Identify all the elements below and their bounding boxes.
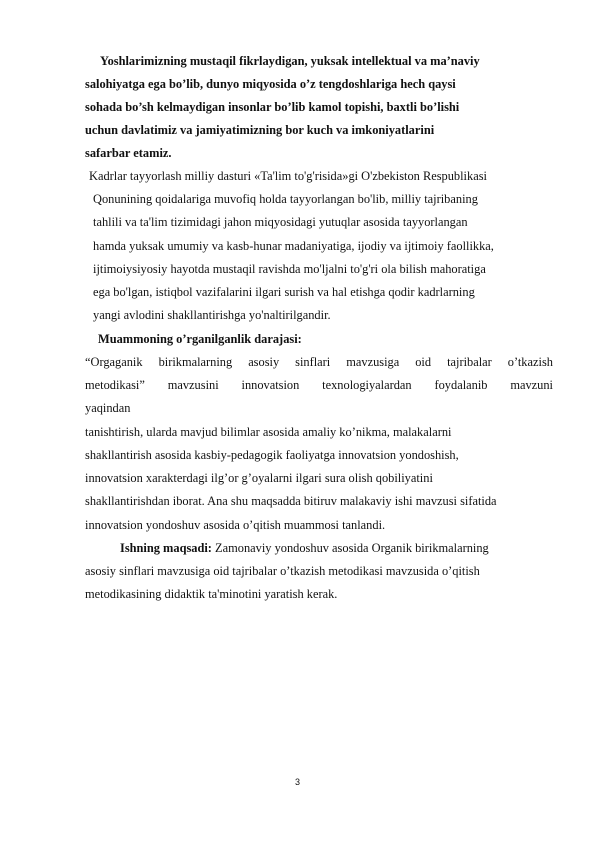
word: tajribalar bbox=[447, 355, 492, 369]
relevance-line: tanishtirish, ularda mavjud bilimlar asosida amaliy ko’nikma, malakalarni bbox=[85, 425, 452, 439]
word: innovatsion bbox=[241, 378, 300, 392]
relevance-line: shakllantirish asosida kasbiy-pedagogik faoliyatga innovatsion yondoshish, bbox=[85, 448, 459, 462]
intro-line: salohiyatga ega bo’lib, dunyo miqyosida o’z tengdoshlariga hech qaysi bbox=[85, 77, 456, 91]
word: birikmalarning bbox=[158, 355, 233, 369]
program-line: Kadrlar tayyorlash milliy dasturi «Ta'lim to'g'risida»gi O'zbekiston Respublikasi bbox=[89, 169, 487, 183]
word: “Orgaganik bbox=[85, 355, 143, 369]
relevance-heading: Muammoning o’rganilganlik darajasi: bbox=[98, 332, 302, 346]
relevance-line: innovatsion yondoshuv asosida o’qitish muammosi tanlandi. bbox=[85, 518, 386, 532]
program-line: hamda yuksak umumiy va kasb-hunar madaniyatiga, ijodiy va ijtimoiy faollikka, bbox=[93, 239, 494, 253]
word: asosiy bbox=[248, 355, 280, 369]
goal-line bbox=[120, 540, 489, 556]
word: o’tkazish bbox=[507, 355, 553, 369]
program-line: ijtimoiysiyosiy hayotda mustaqil ravishda mo'ljalni to'g'ri ola bilish mahoratiga bbox=[93, 262, 486, 276]
word: sinflari bbox=[295, 355, 331, 369]
relevance-line: yaqindan bbox=[85, 401, 131, 415]
word: oid bbox=[415, 355, 432, 369]
goal-first-line: Zamonaviy yondoshuv asosida Organik birikmalarning bbox=[211, 541, 489, 555]
goal-line: metodikasining didaktik ta'minotini yaratish kerak. bbox=[85, 587, 338, 601]
word: mavzusiga bbox=[346, 355, 400, 369]
intro-line: safarbar etamiz. bbox=[85, 146, 172, 160]
relevance-justified-line-1 bbox=[85, 354, 553, 370]
word: texnologiyalardan bbox=[322, 378, 412, 392]
program-line: yangi avlodini shakllantirishga yo'naltirilgandir. bbox=[93, 308, 331, 322]
relevance-justified-line-2 bbox=[85, 377, 553, 393]
intro-line: Yoshlarimizning mustaqil fikrlaydigan, yuksak intellektual va ma’naviy bbox=[100, 54, 480, 68]
word: foydalanib bbox=[434, 378, 488, 392]
program-line: ega bo'lgan, istiqbol vazifalarini ilgari surish va hal etishga qodir kadrlarning bbox=[93, 285, 475, 299]
relevance-line: innovatsion xarakterdagi ilg’or g’oyalarni ilgari sura olish qobiliyatini bbox=[85, 471, 433, 485]
relevance-line: shakllantirishdan iborat. Ana shu maqsadda bitiruv malakaviy ishi mavzusi sifatida bbox=[85, 494, 497, 508]
word: mavzuni bbox=[510, 378, 553, 392]
program-line: Qonunining qoidalariga muvofiq holda tayyorlangan bo'lib, milliy tajribaning bbox=[93, 192, 478, 206]
word: mavzusini bbox=[167, 378, 219, 392]
intro-line: sohada bo’sh kelmaydigan insonlar bo’lib kamol topishi, baxtli bo’lishi bbox=[85, 100, 460, 114]
goal-label: Ishning maqsadi: bbox=[120, 541, 212, 555]
program-line: tahlili va ta'lim tizimidagi jahon miqyosidagi yutuqlar asosida tayyorlangan bbox=[93, 215, 468, 229]
page-number: 3 bbox=[294, 777, 300, 787]
intro-line: uchun davlatimiz va jamiyatimizning bor kuch va imkoniyatlarini bbox=[85, 123, 435, 137]
word: metodikasi” bbox=[85, 378, 145, 392]
goal-line: asosiy sinflari mavzusiga oid tajribalar o’tkazish metodikasi mavzusida o’qitish bbox=[85, 564, 480, 578]
